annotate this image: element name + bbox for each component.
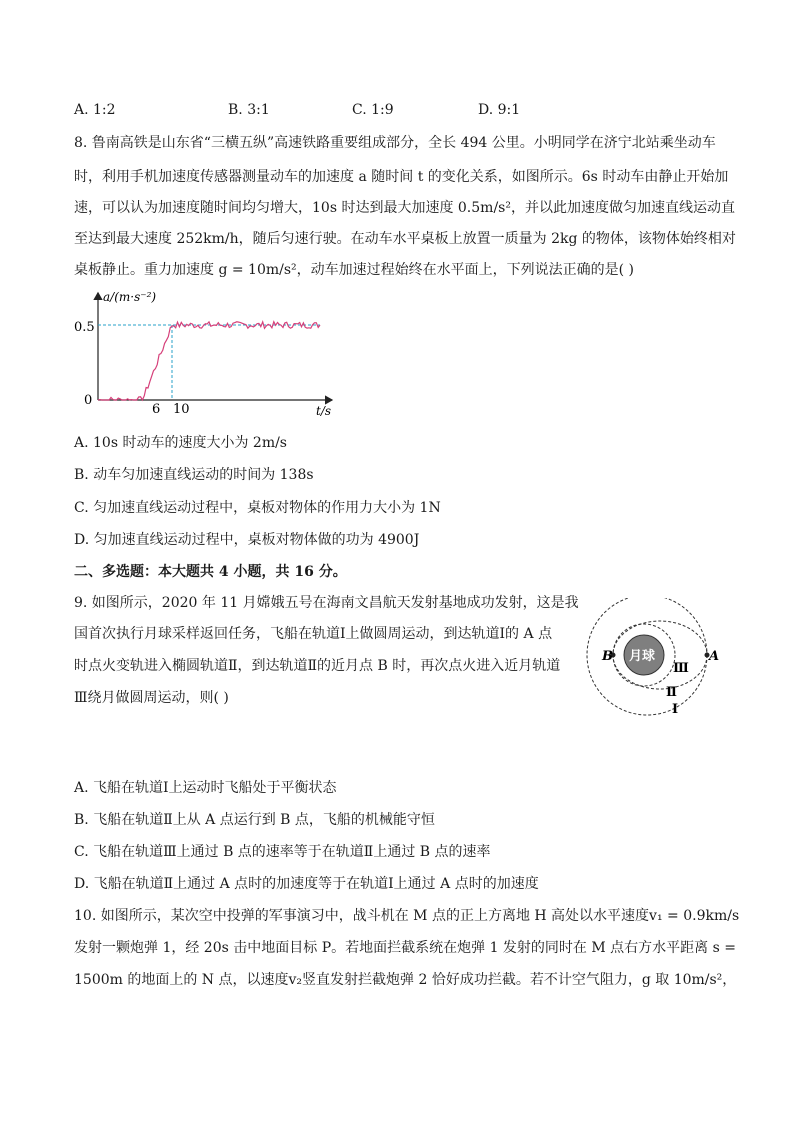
point-b-label: B [602, 649, 613, 664]
x-tick-label-6: 6 [152, 402, 161, 417]
q10-line-2: 发射一颗炮弹 1，经 20s 击中地面目标 P。若地面拦截系统在炮弹 1 发射的同时在 M 点右方水平距离 s = [74, 940, 736, 956]
x-axis-label: t/s [316, 404, 332, 418]
q8-line-2: 时，利用手机加速度传感器测量动车的加速度 a 随时间 t 的变化关系，如图所示。6s 时动车由静止开始加 [74, 169, 729, 185]
orbit-1-label: Ⅰ [672, 702, 679, 717]
y-axis-label: a/(m·s⁻²) [103, 290, 157, 304]
q9-line-3: 时点火变轨进入椭圆轨道Ⅱ，到达轨道Ⅱ的近月点 B 时，再次点火进入近月轨道 [74, 658, 561, 674]
acceleration-series-line [98, 322, 320, 400]
q9-option-b: B. 飞船在轨道Ⅱ上从 A 点运行到 B 点，飞船的机械能守恒 [74, 812, 435, 828]
orbit-3-label: Ⅲ [673, 661, 689, 676]
q7-option-d: D. 9:1 [478, 102, 521, 118]
q9-option-a: A. 飞船在轨道Ⅰ上运动时飞船处于平衡状态 [74, 780, 337, 796]
point-a-label: A [709, 649, 720, 664]
q9-option-d: D. 飞船在轨道Ⅱ上通过 A 点时的加速度等于在轨道Ⅰ上通过 A 点时的加速度 [74, 876, 539, 892]
section-heading-multiple-choice: 二、多选题：本大题共 4 小题，共 16 分。 [74, 564, 347, 580]
moon-orbit-diagram [582, 598, 722, 728]
x-tick-label-10: 10 [173, 402, 190, 417]
q7-option-c: C. 1:9 [352, 102, 394, 118]
acceleration-time-chart [70, 285, 340, 420]
q8-option-b: B. 动车匀加速直线运动的时间为 138s [74, 467, 314, 483]
q9-line-2: 国首次执行月球采样返回任务，飞船在轨道Ⅰ上做圆周运动，到达轨道Ⅰ的 A 点 [74, 626, 553, 642]
q8-line-5: 桌板静止。重力加速度 g = 10m/s²，动车加速过程始终在水平面上，下列说法正确的是( ) [74, 262, 635, 278]
q8-option-c: C. 匀加速直线运动过程中，桌板对物体的作用力大小为 1N [74, 500, 441, 516]
q8-option-d: D. 匀加速直线运动过程中，桌板对物体做的功为 4900J [74, 532, 420, 548]
q8-option-a: A. 10s 时动车的速度大小为 2m/s [74, 435, 287, 451]
y-tick-label-0: 0 [84, 393, 93, 408]
q8-line-3: 速，可以认为加速度随时间均匀增大，10s 时达到最大加速度 0.5m/s²，并以此加速度做匀加速直线运动直 [74, 200, 735, 216]
q9-line-1: 9. 如图所示，2020 年 11 月嫦娥五号在海南文昌航天发射基地成功发射，这是我 [74, 595, 579, 611]
q9-line-4: Ⅲ绕月做圆周运动，则( ) [74, 690, 229, 706]
q8-line-1: 8. 鲁南高铁是山东省“三横五纵”高速铁路重要组成部分，全长 494 公里。小明同学在济宁北站乘坐动车 [74, 135, 716, 151]
q10-line-1: 10. 如图所示，某次空中投弹的军事演习中，战斗机在 M 点的正上方离地 H 高处以水平速度v₁ = 0.9km/s [74, 908, 740, 924]
q10-line-3: 1500m 的地面上的 N 点，以速度v₂竖直发射拦截炮弹 2 恰好成功拦截。若不计空气阻力，g 取 10m/s²， [74, 972, 737, 988]
orbit-2-label: Ⅱ [666, 685, 677, 700]
y-tick-label-0.5: 0.5 [74, 320, 95, 335]
moon-label: 月球 [629, 649, 656, 664]
q9-option-c: C. 飞船在轨道Ⅲ上通过 B 点的速率等于在轨道Ⅱ上通过 B 点的速率 [74, 844, 491, 860]
q7-option-a: A. 1:2 [74, 102, 116, 118]
q8-line-4: 至达到最大速度 252km/h，随后匀速行驶。在动车水平桌板上放置一质量为 2kg 的物体，该物体始终相对 [74, 231, 736, 247]
q7-option-b: B. 3:1 [228, 102, 270, 118]
